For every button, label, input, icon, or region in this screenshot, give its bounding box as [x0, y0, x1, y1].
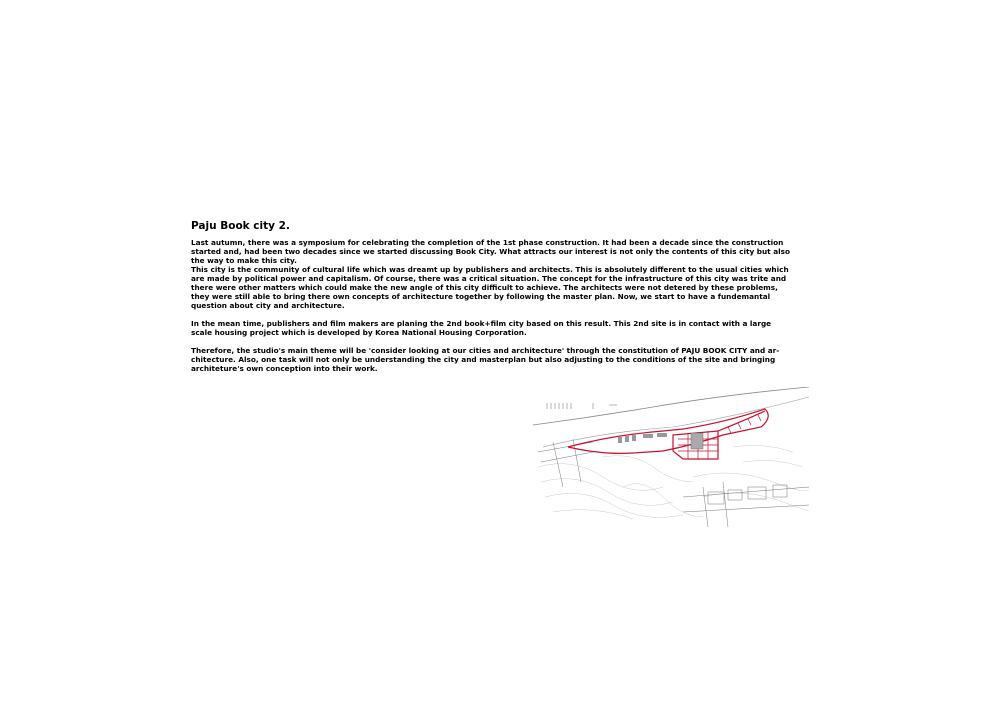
site-map: [533, 387, 809, 527]
paragraph-second-site: In the mean time, publishers and film makers are planing the 2nd book+film city based on this result. This 2nd site is in contact with a large scale housing project which is developed by Korea National Housing Corporation.: [191, 319, 772, 337]
body-text: [191, 238, 811, 382]
paragraph-studio-theme: Therefore, the studio's main theme will be 'consider looking at our cities and architecture' through the constitution of PAJU BOOK CITY and ar- chitecture. Also, one task will not only be understanding the city and masterplan but also adjusting to the conditions of the site and bringing architeture's own conception into their work.: [191, 346, 780, 373]
existing-buildings: [618, 433, 667, 443]
street-grid: [538, 439, 809, 527]
terrain-hatching: [538, 445, 809, 519]
book-city-outline: [568, 409, 768, 459]
page-title: Paju Book city 2.: [191, 220, 290, 232]
paragraph-intro: Last autumn, there was a symposium for celebrating the completion of the 1st phase construction. It had been a decade since the construction started and, had been two decades since we started discussing Book City. What attracts our interest is not only the contents of this city but also the way to make this city. This city is the community of cultural life which was dreamt up by publishers and architects. This is absolutely different to the usual cities which are made by political power and capitalism. Of course, there was a critical situation. The concept for the infrastructure of this city was trite and there were other matters which could make the new angle of this city difficult to achieve. The architects were not detered by these problems, they were still able to bring there own concepts of architecture together by following the master plan. Now, we start to have a fundemantal question about city and architecture.: [191, 238, 790, 310]
scale-bar: [547, 403, 617, 409]
river-bank-2: [543, 397, 809, 447]
central-block: [691, 433, 703, 449]
